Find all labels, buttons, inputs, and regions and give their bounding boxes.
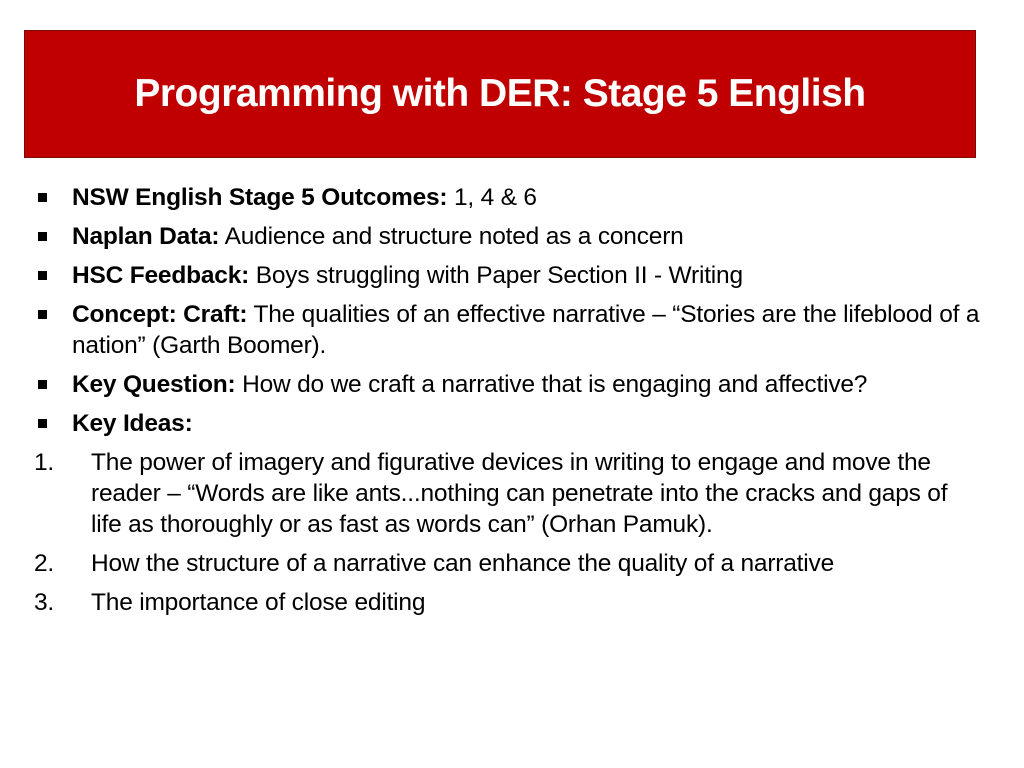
square-bullet-icon	[38, 310, 47, 319]
numbered-item-text: The importance of close editing	[91, 589, 426, 616]
bullet-item-key-question	[34, 369, 984, 400]
bullet-text: Boys struggling with Paper Section II - Writing	[249, 262, 743, 289]
numbered-item	[34, 548, 984, 579]
numbered-item	[34, 447, 984, 540]
slide-title: Programming with DER: Stage 5 English	[134, 72, 866, 115]
bullet-item-hsc-feedback	[34, 260, 984, 291]
square-bullet-icon	[38, 380, 47, 389]
bullet-text: 1, 4 & 6	[447, 184, 537, 211]
bullet-item-key-ideas	[34, 408, 984, 439]
bullet-item-concept	[34, 299, 984, 361]
bullet-text: Audience and structure noted as a concern	[219, 223, 684, 250]
square-bullet-icon	[38, 419, 47, 428]
bullet-text: How do we craft a narrative that is engaging and affective?	[235, 371, 868, 398]
numbered-item	[34, 587, 984, 618]
list-number: 1.	[34, 449, 55, 476]
square-bullet-icon	[38, 193, 47, 202]
slide-content	[34, 182, 984, 626]
bullet-label: NSW English Stage 5 Outcomes:	[72, 184, 448, 211]
list-number: 2.	[34, 550, 55, 577]
bullet-label: Concept: Craft:	[72, 301, 248, 328]
bullet-item-naplan	[34, 221, 984, 252]
bullet-label: Naplan Data:	[72, 223, 220, 250]
bullet-label: Key Question:	[72, 371, 236, 398]
square-bullet-icon	[38, 232, 47, 241]
numbered-item-text: How the structure of a narrative can enhance the quality of a narrative	[91, 550, 835, 577]
bullet-item-outcomes	[34, 182, 984, 213]
numbered-item-text: The power of imagery and figurative devices in writing to engage and move the reader – “Words are like ants...nothing can penetrate into the cracks and gaps of life as thoroughly or as fast as words can” (Orhan Pamuk).	[91, 449, 948, 538]
square-bullet-icon	[38, 271, 47, 280]
bullet-text: The qualities of an effective narrative – “Stories are the lifeblood of a nation” (Garth Boomer).	[72, 301, 980, 359]
list-number: 3.	[34, 589, 55, 616]
bullet-label: HSC Feedback:	[72, 262, 250, 289]
bullet-label: Key Ideas:	[72, 410, 193, 437]
title-banner	[24, 30, 976, 158]
